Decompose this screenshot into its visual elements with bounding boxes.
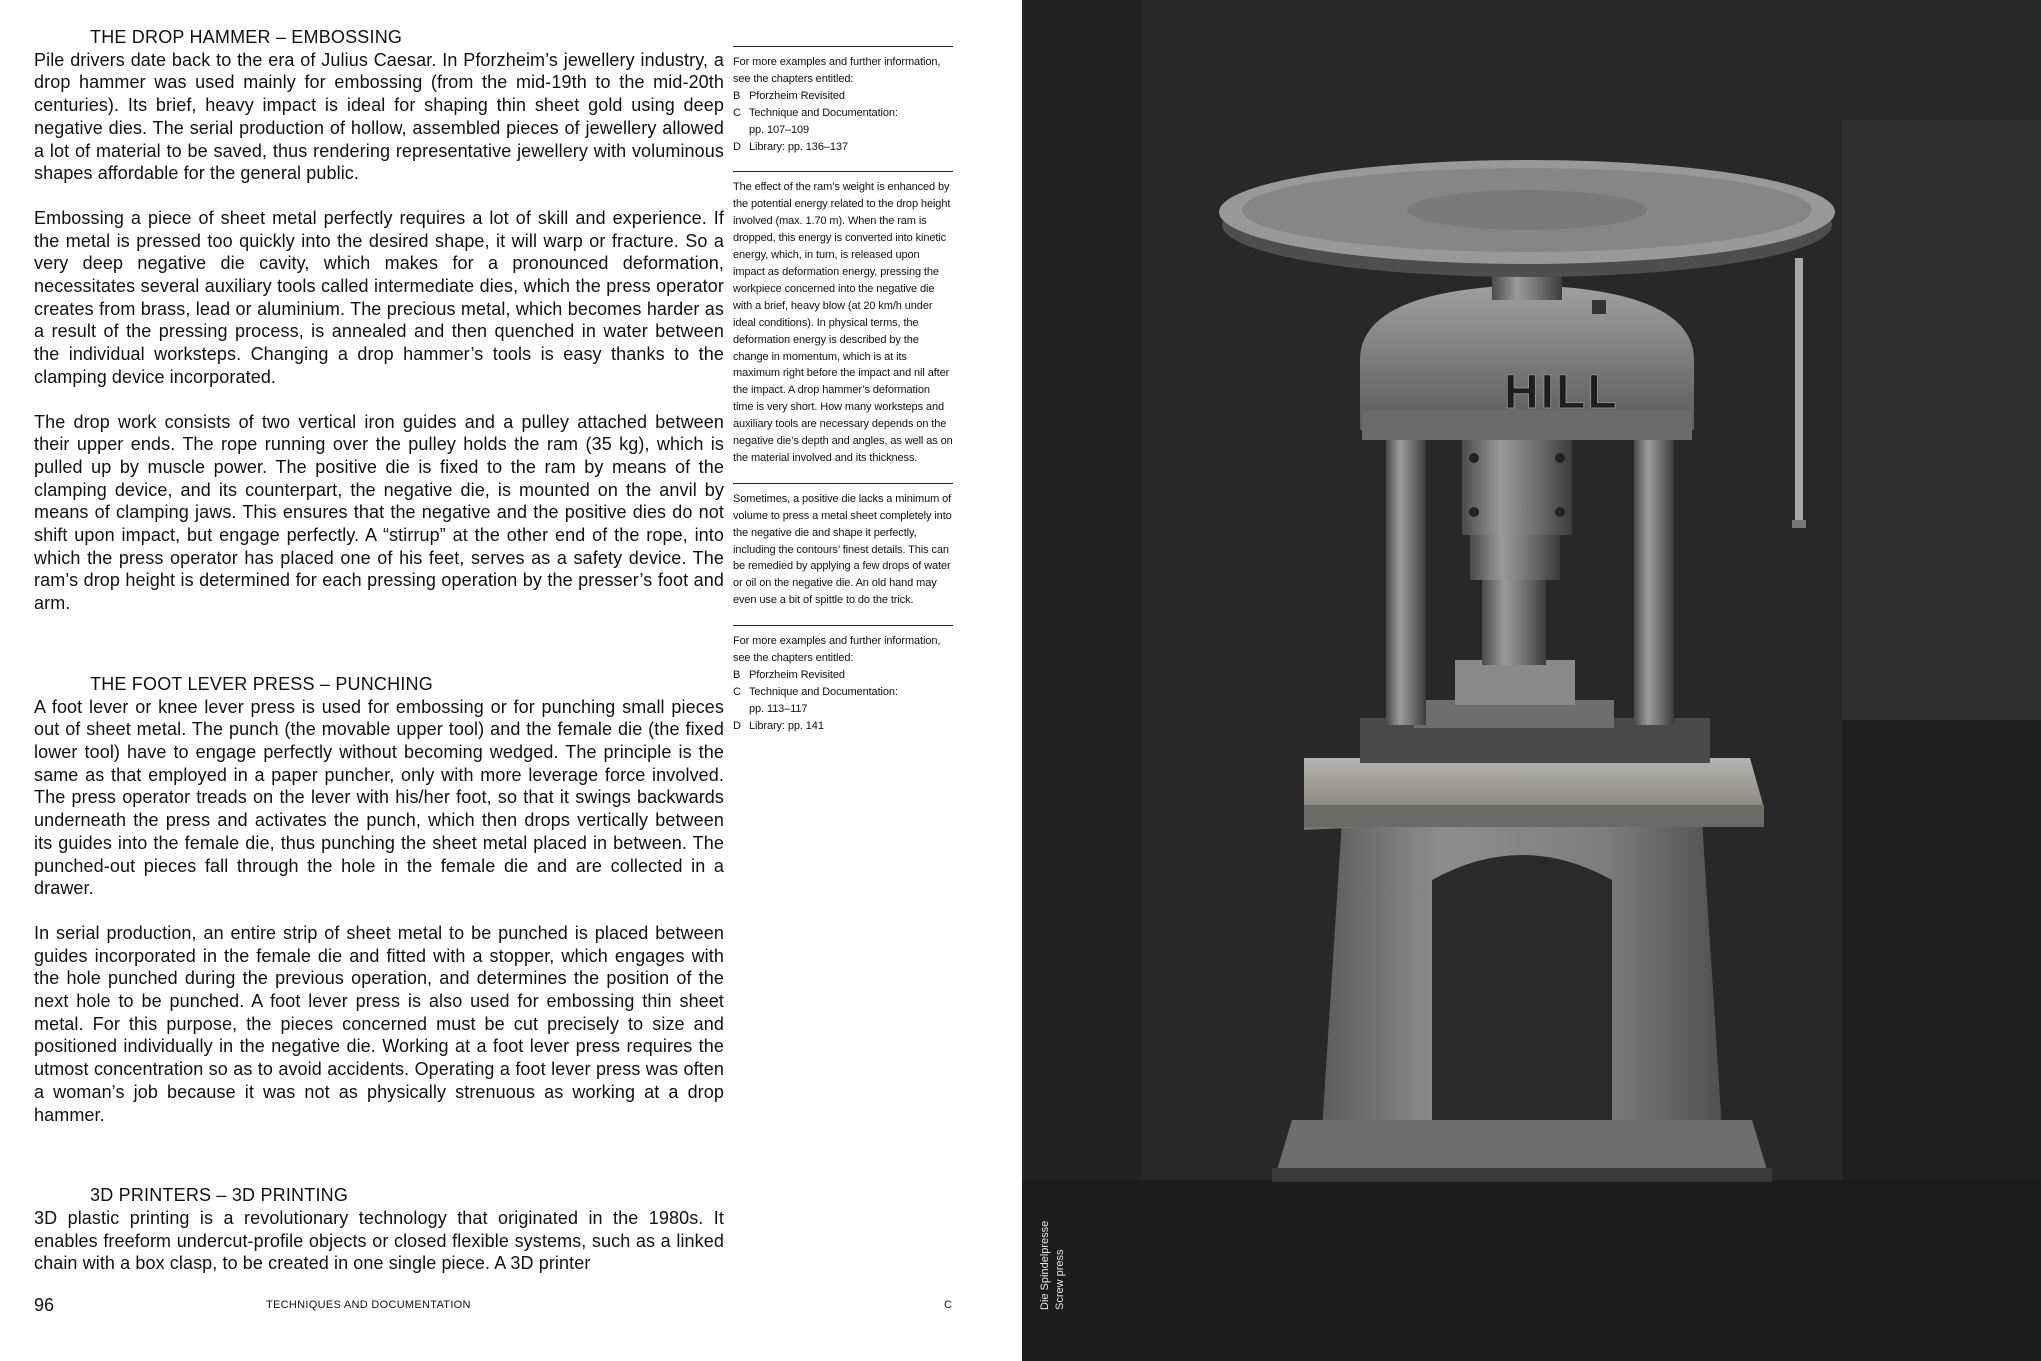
main-text-column [34,26,724,1275]
paragraph: A foot lever or knee lever press is used for embossing or for punching small pieces out of sheet metal. The punch (the movable upper tool) and the female die (the fixed lower tool) have to engage perfectly without becoming wedged. The principle is the same as that employed in a paper puncher, only with more leverage force involved. The press operator treads on the lever with his/her foot, so that it swings backwards underneath the press and activates the punch, which then drops vertically between its guides into the female die, thus punching the sheet metal placed in between. The punched-out pieces fall through the hole in the female die and are collected in a drawer. [34,696,724,899]
paragraph: Embossing a piece of sheet metal perfectly requires a lot of skill and experience. If the metal is pressed too quickly into the desired shape, it will warp or fracture. So a very deep negative die cavity, which makes for a pronounced deformation, necessitates several auxiliary tools called intermediate dies, which the press operator creates from brass, lead or aluminium. The precious metal, which becomes harder as a result of the pressing process, is annealed and then quenched in water between the individual worksteps. Changing a drop hammer’s tools is easy thanks to the clamping device incorporated. [34,207,724,387]
flywheel-disc [1219,160,1835,277]
section-heading-foot-lever-press: THE FOOT LEVER PRESS – PUNCHING [90,673,433,694]
caption-english: Screw press [1054,1249,1066,1310]
press-brand-label: HILL [1504,366,1619,419]
page-footer [34,1295,954,1315]
paragraph: The drop work consists of two vertical iron guides and a pulley attached between their upper ends. The rope running over the pulley holds the ram (35 kg), which is pulled up by muscle power. The positive die is fixed to the ram by means of the clamping device, and its counterpart, the negative die, is mounted on the anvil by means of clamping jaws. This ensures that the negative and the positive dies do not shift upon impact, but engage perfectly. A “stirrup” at the other end of the rope, into which the press operator has placed one of his feet, serves as a safety device. The ram’s drop height is determined for each pressing operation by the presser’s foot and arm. [34,411,724,614]
cast-iron-stand [1272,820,1772,1182]
running-head: TECHNIQUES AND DOCUMENTATION [266,1299,471,1311]
sidenote-positive-die: Sometimes, a positive die lacks a minimum of volume to press a metal sheet completely into the negative die and shape it perfectly, including the contours’ finest details. This can be remedied by applying a few drops of water or oil on the negative die. An old hand may even use a bit of spittle to do the trick. [733,483,953,609]
photo-caption [1038,1160,1074,1310]
sidenote-references-2: For more examples and further information, see the chapters entitled: B Pforzheim Revisited C Technique and Documentation: pp. 113–117 D Library: pp. 141 [733,625,953,734]
sidenote-references-1: For more examples and further information, see the chapters entitled: B Pforzheim Revisited C Technique and Documentation: pp. 107–109 D Library: pp. 136–137 [733,46,953,155]
paragraph: In serial production, an entire strip of sheet metal to be punched is placed between guides incorporated in the female die and fitted with a stopper, which engages with the hole punched during the previous operation, and determines the position of the next hole to be punched. A foot lever press is also used for embossing thin sheet metal. For this purpose, the pieces concerned must be cut precisely to size and positioned individually in the negative die. Working at a foot lever press requires the utmost concentration so as to avoid accidents. Operating a foot lever press was often a woman’s job because it was not as physically strenuous as working at a drop hammer. [34,922,724,1125]
caption-german: Die Spindelpresse [1039,1220,1051,1310]
sidenote-ram-energy: The effect of the ram’s weight is enhanced by the potential energy related to the drop height involved (max. 1.70 m). When the ram is dropped, this energy is converted into kinetic energy, which, in turn, is released upon impact as deformation energy, pressing the workpiece concerned into the negative die with a brief, heavy blow (at 20 km/h under ideal conditions). In physical terms, the deformation energy is described by the change in momentum, which is at its maximum right before the impact and nil after the impact. A drop hammer’s deformation time is very short. How many worksteps and auxiliary tools are necessary depends on the negative die’s depth and angles, as well as on the material involved and its thickness. [733,171,953,466]
sidenote-column [733,46,953,751]
paragraph: 3D plastic printing is a revolutionary technology that originated in the 1980s. It enables freeform undercut-profile objects or closed flexible systems, such as a linked chain with a box clasp, to be created in one single piece. A 3D printer [34,1207,724,1274]
section-letter: C [944,1299,952,1311]
page-number: 96 [34,1295,55,1315]
section-heading-3d-printers: 3D PRINTERS – 3D PRINTING [90,1185,349,1206]
paragraph: Pile drivers date back to the era of Julius Caesar. In Pforzheim’s jewellery industry, a drop hammer was used mainly for embossing (from the mid-19th to the mid-20th centuries). Its brief, heavy impact is ideal for shaping thin sheet gold using deep negative dies. The serial production of hollow, assembled pieces of jewellery allowed a lot of material to be saved, thus rendering representative jewellery with voluminous shapes affordable for the general public. [34,49,724,184]
wooden-table [1304,758,1764,830]
screw-press-photo [1022,0,2041,1361]
right-page-photo [1022,0,2041,1361]
section-heading-drop-hammer: THE DROP HAMMER – EMBOSSING [90,27,403,47]
